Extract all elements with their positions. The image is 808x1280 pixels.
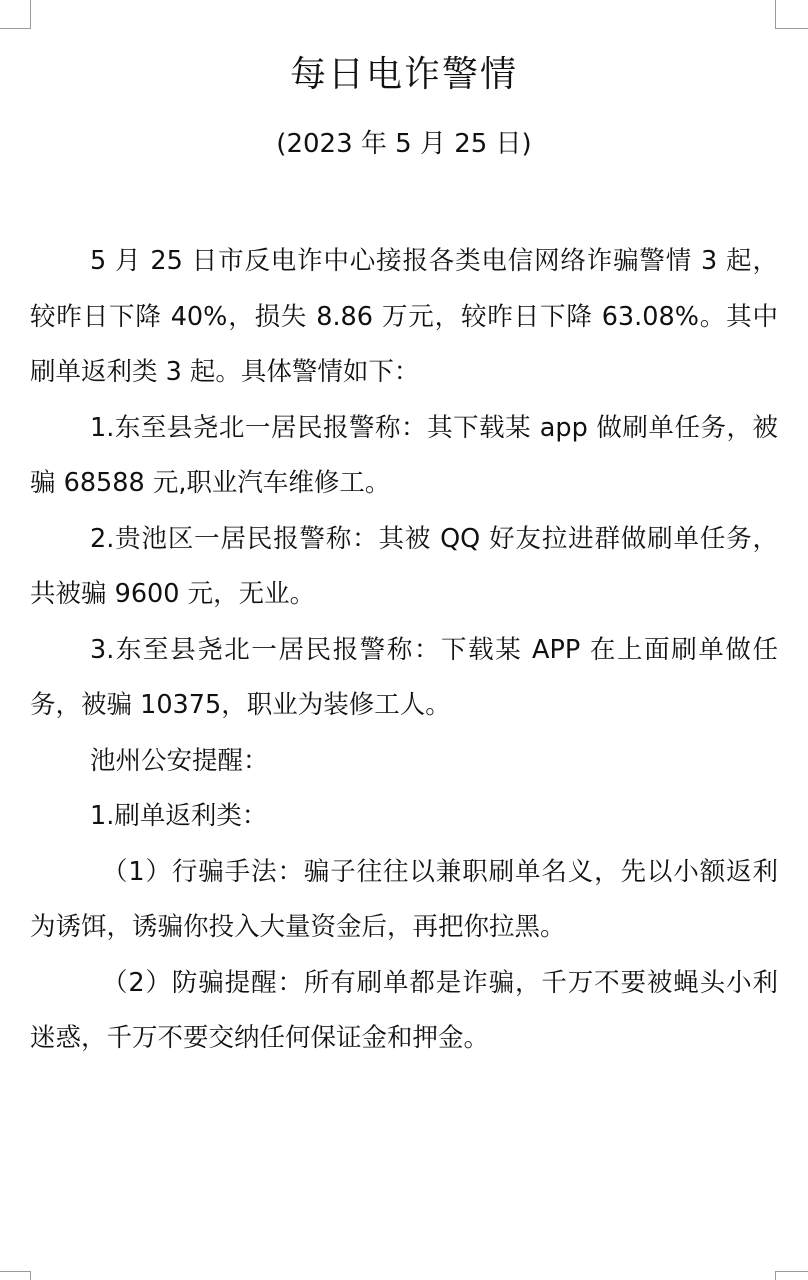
crop-mark-top-right — [775, 0, 808, 29]
paragraph-prevention: （2）防骗提醒：所有刷单都是诈骗，千万不要被蝇头小利迷惑，千万不要交纳任何保证金和押金。 — [30, 967, 778, 1053]
document-title: 每日电诈警情 — [289, 54, 518, 95]
crop-mark-bottom-left — [0, 1271, 31, 1280]
document-date: (2023 年 5 月 25 日) — [276, 129, 532, 159]
document-body — [30, 234, 778, 1067]
paragraph-case-2: 2.贵池区一居民报警称：其被 QQ 好友拉进群做刷单任务，共被骗 9600 元，无业。 — [30, 523, 778, 609]
paragraph-category-heading: 1.刷单返利类： — [90, 801, 268, 831]
paragraph-case-3: 3.东至县尧北一居民报警称：下载某 APP 在上面刷单做任务，被骗 10375，职业为装修工人。 — [30, 634, 778, 720]
crop-mark-top-left — [0, 0, 31, 29]
paragraph-reminder-heading: 池州公安提醒： — [90, 745, 269, 776]
paragraph-case-1: 1.东至县尧北一居民报警称：其下载某 app 做刷单任务，被骗 68588 元,职业汽车维修工。 — [30, 412, 778, 498]
paragraph-summary: 5 月 25 日市反电诈中心接报各类电信网络诈骗警情 3 起，较昨日下降 40%，损失 8.86 万元，较昨日下降 63.08%。其中刷单返利类 3 起。具体警情如下： — [30, 246, 778, 387]
crop-mark-bottom-right — [775, 1271, 808, 1280]
paragraph-method: （1）行骗手法：骗子往往以兼职刷单名义，先以小额返利为诱饵，诱骗你投入大量资金后，再把你拉黑。 — [30, 856, 778, 942]
